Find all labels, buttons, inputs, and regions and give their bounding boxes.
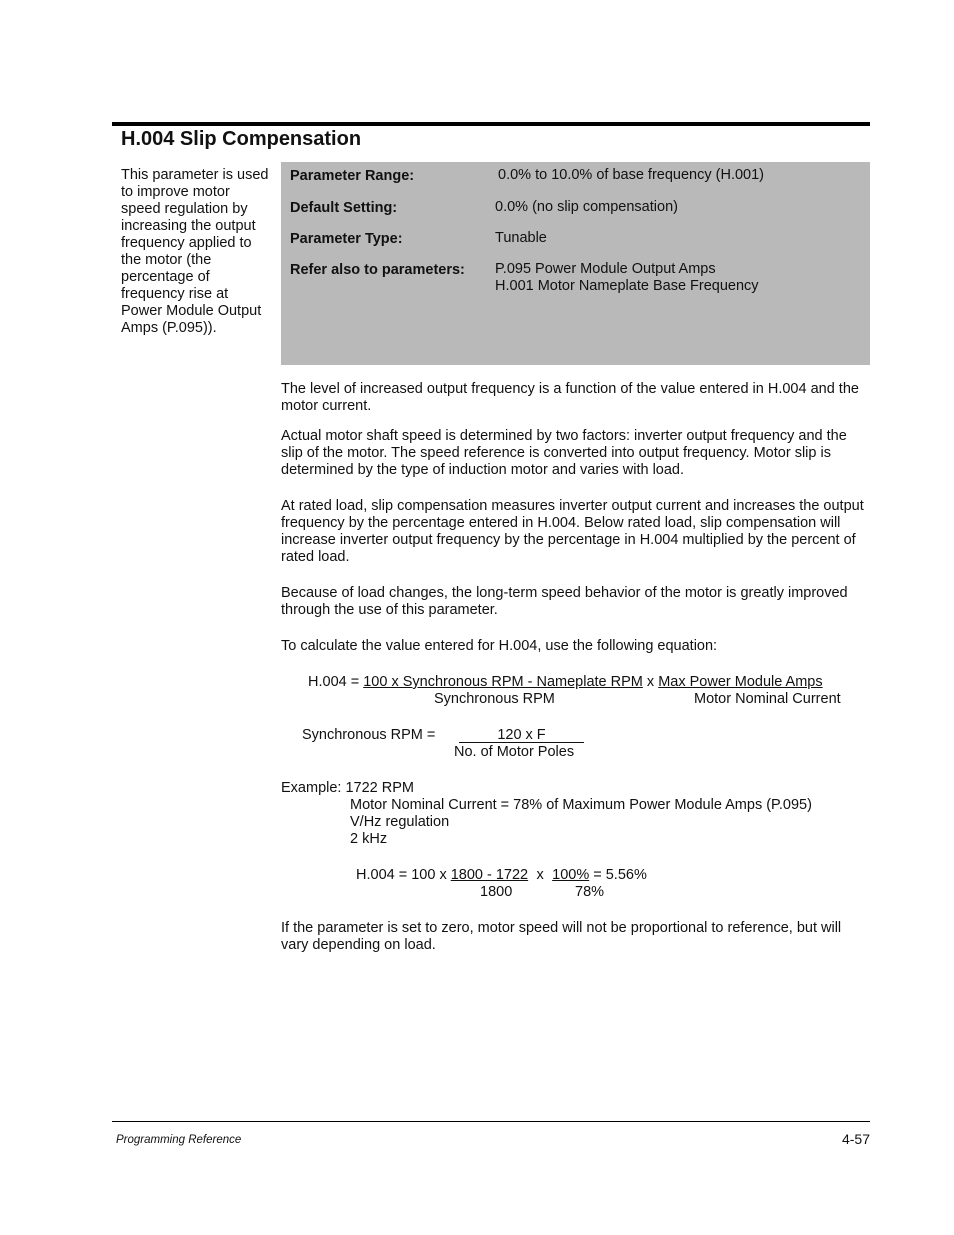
example-calc-result: = 5.56% (589, 867, 647, 883)
title-rule (112, 122, 870, 126)
equation-sync-rpm-denominator: No. of Motor Poles (454, 744, 575, 760)
paragraph-3: At rated load, slip compensation measures inverter output current and increases the output frequency by the percentage entered in H.004. Below rated load, slip compensation will increase inverter output frequency by the percentage in H.004 multiplied by the percent of rated load. (281, 498, 864, 565)
side-description: This parameter is used to improve motor speed regulation by increasing the output frequency applied to the motor (the percentage of frequency rise at Power Module Output Amps (P.095)). (121, 167, 269, 336)
equation-h004-numerator-2: Max Power Module Amps (658, 674, 823, 690)
parameter-range-label: Parameter Range: (290, 168, 415, 184)
parameter-type-label: Parameter Type: (290, 231, 403, 247)
equation-sync-rpm-numerator: 120 x F (459, 727, 584, 743)
equation-sync-rpm-lhs: Synchronous RPM = (302, 727, 436, 743)
paragraph-4: Because of load changes, the long-term speed behavior of the motor is greatly improved through the use of this parameter. (281, 585, 848, 618)
equation-h004-times: x (642, 674, 659, 690)
example-calc-lhs: H.004 = 100 x (356, 867, 451, 883)
example-rpm: 1722 RPM (345, 780, 414, 796)
example-frequency: 2 kHz (350, 831, 388, 847)
footer-section-title: Programming Reference (116, 1134, 242, 1146)
example-calc-times: x (536, 867, 544, 883)
default-setting-label: Default Setting: (290, 200, 398, 216)
refer-also-value-1: P.095 Power Module Output Amps (495, 261, 716, 277)
example-calc-denominator-2: 78% (575, 884, 605, 900)
refer-also-label: Refer also to parameters: (290, 262, 465, 278)
equation-h004-lhs: H.004 = (308, 674, 364, 690)
equation-h004-numerator-line (308, 674, 823, 691)
parameter-type-value: Tunable (495, 230, 547, 246)
default-setting-value: 0.0% (no slip compensation) (495, 199, 678, 215)
equation-h004-numerator-1: 100 x Synchronous RPM - Nameplate RPM (363, 674, 643, 690)
example-calc-numerator-line (356, 867, 647, 884)
paragraph-1: The level of increased output frequency is a function of the value entered in H.004 and the motor current. (281, 381, 859, 414)
example-current: Motor Nominal Current = 78% of Maximum Power Module Amps (P.095) (350, 797, 812, 813)
example-calc-numerator-1: 1800 - 1722 (450, 867, 529, 883)
parameter-range-value: 0.0% to 10.0% of base frequency (H.001) (498, 167, 764, 183)
closing-paragraph: If the parameter is set to zero, motor speed will not be proportional to reference, but will vary depending on load. (281, 920, 842, 953)
equation-h004-denominator-2: Motor Nominal Current (694, 691, 841, 707)
parameter-info-box (281, 162, 870, 365)
page-title: H.004 Slip Compensation (121, 128, 362, 150)
example-regulation: V/Hz regulation (350, 814, 450, 830)
refer-also-value-2: H.001 Motor Nameplate Base Frequency (495, 278, 759, 294)
paragraph-5: To calculate the value entered for H.004, use the following equation: (281, 638, 718, 654)
footer-rule (112, 1121, 870, 1122)
example-label: Example: (281, 780, 346, 796)
page-number: 4-57 (841, 1131, 870, 1147)
example-calc-denominator-1: 1800 (480, 884, 513, 900)
example-calc-numerator-2: 100% (552, 867, 590, 883)
equation-h004-denominator-1: Synchronous RPM (434, 691, 555, 707)
example-first-line (281, 780, 414, 797)
paragraph-2: Actual motor shaft speed is determined by two factors: inverter output frequency and the slip of the motor. The speed reference is converted into output frequency. Motor slip is determined by the type of induction motor and varies with load. (281, 428, 847, 478)
